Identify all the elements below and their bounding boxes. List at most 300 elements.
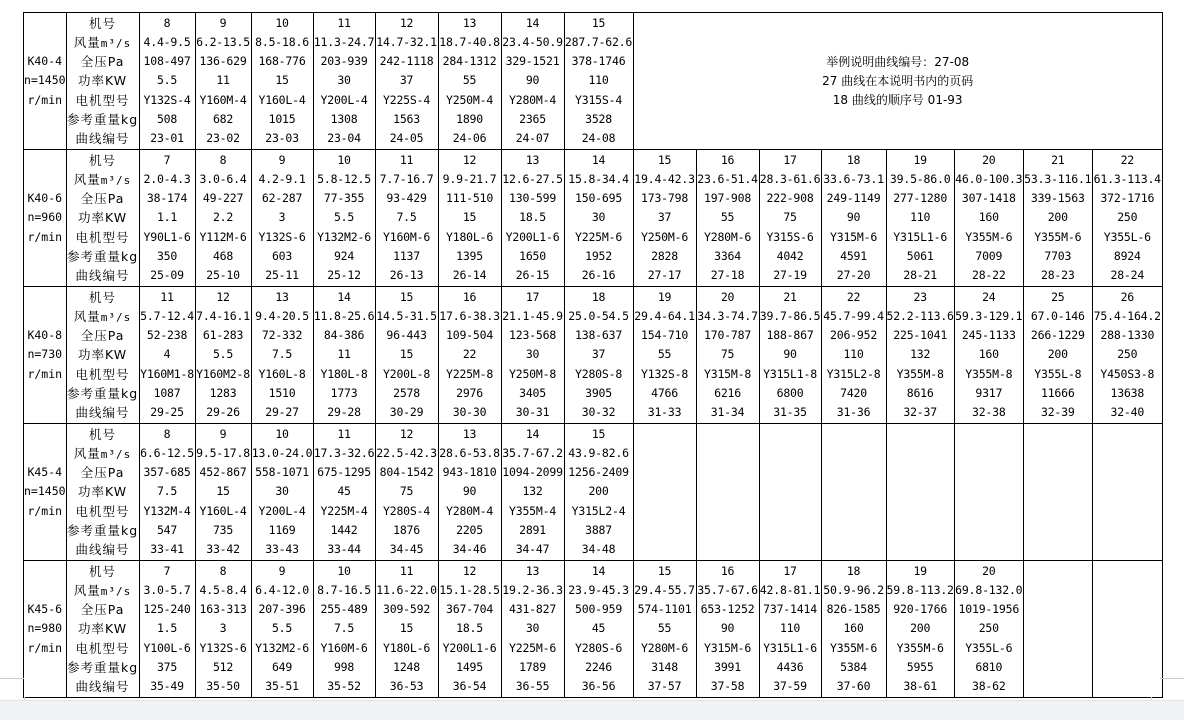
cell-power: 7.5 xyxy=(333,621,355,636)
model-model: K45-6 xyxy=(27,601,63,616)
cell-pressure: 339-1563 xyxy=(1030,191,1085,206)
cell-motor: Y355M-6 xyxy=(1034,229,1082,244)
cell-curve: 34-48 xyxy=(581,541,616,556)
cell-curve: 35-51 xyxy=(265,678,299,693)
cell-no: 17 xyxy=(783,564,797,579)
cell-curve: 32-37 xyxy=(903,404,937,419)
row-label: 参考重量kg xyxy=(66,385,139,401)
cell-motor: Y132S-6 xyxy=(258,229,306,244)
fan-column xyxy=(759,150,821,287)
fan-column xyxy=(251,150,313,287)
cell-weight: 603 xyxy=(271,248,293,263)
cell-curve: 35-52 xyxy=(327,678,361,693)
cell-no: 8 xyxy=(219,153,227,168)
model-speed: n=1450 xyxy=(24,73,66,88)
cell-weight: 1773 xyxy=(330,385,358,400)
cell-motor: Y355L-8 xyxy=(1034,366,1082,381)
cell-motor: Y315L1-6 xyxy=(763,640,817,655)
cell-flow: 28.6-53.8 xyxy=(439,446,500,461)
cell-weight: 1890 xyxy=(456,111,483,126)
cell-no: 23 xyxy=(913,290,927,305)
cell-pressure: 558-1071 xyxy=(255,465,309,480)
cell-power: 55 xyxy=(720,210,735,225)
fan-column xyxy=(195,561,251,698)
cell-power: 1.5 xyxy=(156,621,178,636)
cell-no: 9 xyxy=(219,427,227,442)
fan-column xyxy=(375,561,438,698)
fan-column xyxy=(1023,287,1092,424)
row-label: 全压Pa xyxy=(80,191,125,207)
cell-weight: 7009 xyxy=(975,248,1003,263)
row-label-cell xyxy=(66,150,139,287)
cell-weight: 508 xyxy=(156,111,178,126)
cell-flow: 50.9-96.2 xyxy=(823,583,884,598)
fan-column xyxy=(886,150,954,287)
cell-curve: 33-42 xyxy=(206,541,240,556)
cell-no: 9 xyxy=(219,16,227,31)
cell-flow: 52.2-113.6 xyxy=(886,309,954,324)
fan-column xyxy=(251,287,313,424)
cell-no: 19 xyxy=(913,564,927,579)
cell-power: 15 xyxy=(462,210,477,225)
fan-column xyxy=(821,287,886,424)
cell-motor: Y160L-4 xyxy=(258,92,306,107)
cell-power: 5.5 xyxy=(156,73,178,88)
empty-column xyxy=(1023,561,1092,698)
cell-curve: 32-40 xyxy=(1110,404,1145,419)
cell-pressure: 96-443 xyxy=(386,328,427,343)
empty-column xyxy=(633,424,696,561)
cell-pressure: 38-174 xyxy=(146,191,188,206)
model-speed: n=1450 xyxy=(24,484,66,499)
cell-flow: 35.7-67.6 xyxy=(697,583,758,598)
cell-weight: 3905 xyxy=(585,385,612,400)
airflow-unit: m³/s xyxy=(100,585,132,599)
cell-no: 13 xyxy=(525,564,540,579)
cell-weight: 4042 xyxy=(776,248,804,263)
cell-power: 200 xyxy=(910,621,931,636)
cell-weight: 3528 xyxy=(585,111,612,126)
page-margin-guide xyxy=(0,678,24,679)
cell-curve: 30-32 xyxy=(581,404,616,419)
cell-no: 14 xyxy=(525,427,540,442)
cell-curve: 34-45 xyxy=(389,541,424,556)
cell-power: 160 xyxy=(978,210,999,225)
row-label: 功率KW xyxy=(77,210,128,226)
cell-power: 11 xyxy=(337,347,351,362)
cell-no: 18 xyxy=(846,564,861,579)
cell-flow: 46.0-100.3 xyxy=(955,172,1023,187)
cell-pressure: 207-396 xyxy=(258,602,306,617)
cell-motor: Y355L-6 xyxy=(1103,229,1151,244)
cell-no: 15 xyxy=(399,290,414,305)
cell-weight: 7420 xyxy=(840,385,867,400)
cell-motor: Y315L2-4 xyxy=(571,503,626,518)
cell-no: 17 xyxy=(783,153,797,168)
cell-pressure: 150-695 xyxy=(575,191,623,206)
cell-curve: 24-07 xyxy=(515,130,550,145)
model-model: K40-6 xyxy=(27,190,63,205)
cell-motor: Y132S-8 xyxy=(641,366,689,381)
cell-weight: 1283 xyxy=(209,385,237,400)
fan-column xyxy=(696,287,759,424)
model-unit: r/min xyxy=(27,92,63,107)
cell-flow: 11.6-22.0 xyxy=(376,583,437,598)
cell-motor: Y280S-4 xyxy=(383,503,431,518)
cell-curve: 27-19 xyxy=(773,267,807,282)
cell-power: 160 xyxy=(843,621,864,636)
cell-motor: Y225M-6 xyxy=(509,640,557,655)
fan-column xyxy=(501,561,564,698)
cell-flow: 4.2-9.1 xyxy=(258,172,306,187)
cell-motor: Y355M-6 xyxy=(830,640,878,655)
fan-column xyxy=(633,150,696,287)
cell-power: 200 xyxy=(1047,347,1068,362)
fan-column xyxy=(886,287,954,424)
cell-flow: 29.4-64.1 xyxy=(634,309,695,324)
cell-weight: 8924 xyxy=(1113,248,1141,263)
cell-pressure: 61-283 xyxy=(202,328,244,343)
cell-no: 19 xyxy=(913,153,927,168)
empty-column xyxy=(1092,424,1162,561)
cell-no: 13 xyxy=(275,290,289,305)
cell-no: 20 xyxy=(982,564,996,579)
row-label: 曲线编号 xyxy=(75,541,130,557)
cell-flow: 19.2-36.3 xyxy=(502,583,563,598)
cell-weight: 3364 xyxy=(714,248,741,263)
model-cell xyxy=(24,424,67,561)
cell-pressure: 378-1746 xyxy=(571,54,626,69)
fan-column xyxy=(1092,287,1162,424)
row-label: 功率KW xyxy=(77,621,128,637)
cell-curve: 30-29 xyxy=(389,404,424,419)
cell-flow: 4.4-9.5 xyxy=(143,35,191,50)
cell-pressure: 284-1312 xyxy=(442,54,497,69)
cell-weight: 1563 xyxy=(393,111,420,126)
cell-pressure: 125-240 xyxy=(143,602,191,617)
cell-flow: 25.0-54.5 xyxy=(568,309,629,324)
row-label: 电机型号 xyxy=(75,92,130,108)
cell-flow: 6.2-13.5 xyxy=(196,35,250,50)
fan-column xyxy=(139,13,195,150)
fan-column xyxy=(564,561,633,698)
cell-no: 14 xyxy=(337,290,351,305)
empty-column xyxy=(1092,561,1162,698)
cell-pressure: 1256-2409 xyxy=(568,465,629,480)
cell-no: 16 xyxy=(720,153,735,168)
cell-curve: 34-46 xyxy=(452,541,487,556)
cell-weight: 3887 xyxy=(585,522,612,537)
row-label: 机号 xyxy=(89,290,117,306)
cell-curve: 35-49 xyxy=(150,678,184,693)
airflow-unit: m³/s xyxy=(100,311,132,325)
cell-curve: 26-16 xyxy=(581,267,616,282)
model-speed: n=960 xyxy=(27,210,63,225)
row-label: 全压Pa xyxy=(80,328,125,344)
cell-pressure: 49-227 xyxy=(202,191,244,206)
cell-pressure: 826-1585 xyxy=(826,602,881,617)
cell-weight: 3405 xyxy=(519,385,546,400)
cell-flow: 7.4-16.1 xyxy=(196,309,250,324)
cell-flow: 9.5-17.8 xyxy=(196,446,250,461)
cell-no: 18 xyxy=(591,290,606,305)
row-label-cell xyxy=(66,287,139,424)
cell-pressure: 188-867 xyxy=(766,328,814,343)
fan-column xyxy=(438,150,501,287)
cell-motor: Y250M-4 xyxy=(446,92,494,107)
cell-no: 14 xyxy=(525,16,540,31)
cell-power: 30 xyxy=(525,347,540,362)
cell-motor: Y315S-6 xyxy=(766,229,814,244)
cell-curve: 38-61 xyxy=(903,678,937,693)
cell-no: 13 xyxy=(525,153,540,168)
cell-curve: 27-20 xyxy=(836,267,871,282)
cell-weight: 2976 xyxy=(456,385,483,400)
row-label: 电机型号 xyxy=(75,503,130,519)
cell-pressure: 249-1149 xyxy=(826,191,881,206)
cell-pressure: 111-510 xyxy=(446,191,494,206)
cell-power: 250 xyxy=(1117,347,1138,362)
cell-flow: 67.0-146 xyxy=(1030,309,1085,324)
cell-curve: 27-17 xyxy=(647,267,682,282)
cell-pressure: 206-952 xyxy=(830,328,878,343)
empty-column xyxy=(759,424,821,561)
cell-weight: 1248 xyxy=(393,659,420,674)
cell-motor: Y200L-4 xyxy=(320,92,368,107)
fan-column xyxy=(501,287,564,424)
cell-weight: 2205 xyxy=(456,522,483,537)
cell-power: 30 xyxy=(337,73,351,88)
cell-power: 55 xyxy=(657,347,672,362)
cell-weight: 2578 xyxy=(393,385,420,400)
cell-no: 15 xyxy=(591,427,606,442)
row-label-cell xyxy=(66,13,139,150)
row-label: 参考重量kg xyxy=(66,248,139,264)
cell-power: 250 xyxy=(1117,210,1138,225)
cell-motor: Y132M2-6 xyxy=(317,229,371,244)
cell-pressure: 108-497 xyxy=(143,54,191,69)
cell-no: 8 xyxy=(163,16,171,31)
cell-power: 55 xyxy=(657,621,672,636)
fan-column xyxy=(139,150,195,287)
cell-weight: 1495 xyxy=(456,659,483,674)
cell-curve: 31-36 xyxy=(836,404,871,419)
cell-curve: 23-04 xyxy=(327,130,361,145)
cell-no: 11 xyxy=(337,427,351,442)
cell-no: 22 xyxy=(846,290,861,305)
cell-flow: 7.7-16.7 xyxy=(379,172,434,187)
empty-column xyxy=(821,424,886,561)
cell-flow: 61.3-113.4 xyxy=(1093,172,1161,187)
cell-weight: 2246 xyxy=(585,659,612,674)
cell-flow: 17.6-38.3 xyxy=(439,309,500,324)
cell-power: 15 xyxy=(275,73,289,88)
fan-column xyxy=(1092,150,1162,287)
row-label: 风量m³/s xyxy=(73,446,132,462)
row-label: 曲线编号 xyxy=(75,404,130,420)
cell-power: 15 xyxy=(399,347,414,362)
cell-weight: 6800 xyxy=(776,385,804,400)
cell-weight: 735 xyxy=(212,522,234,537)
cell-power: 2.2 xyxy=(212,210,234,225)
cell-no: 12 xyxy=(399,427,414,442)
fan-column xyxy=(696,150,759,287)
cell-pressure: 84-386 xyxy=(323,328,365,343)
model-model: K40-8 xyxy=(27,327,63,342)
cell-weight: 6810 xyxy=(975,659,1003,674)
spec-sheet xyxy=(23,12,1163,698)
cell-curve: 28-21 xyxy=(903,267,937,282)
cell-pressure: 197-908 xyxy=(704,191,752,206)
cell-motor: Y280S-6 xyxy=(575,640,623,655)
cell-curve: 25-10 xyxy=(206,267,240,282)
cell-motor: Y355L-6 xyxy=(965,640,1013,655)
cell-motor: Y132S-4 xyxy=(143,92,191,107)
cell-no: 10 xyxy=(275,16,289,31)
cell-flow: 6.4-12.0 xyxy=(255,583,309,598)
cell-flow: 15.1-28.5 xyxy=(439,583,500,598)
cell-motor: Y160M-4 xyxy=(199,92,247,107)
cell-motor: Y355M-6 xyxy=(896,640,944,655)
fan-column xyxy=(501,13,564,150)
cell-motor: Y355M-8 xyxy=(896,366,944,381)
cell-pressure: 222-908 xyxy=(766,191,814,206)
cell-curve: 25-11 xyxy=(265,267,299,282)
cell-power: 15 xyxy=(216,484,230,499)
cell-pressure: 920-1766 xyxy=(893,602,948,617)
model-speed: n=730 xyxy=(27,347,63,362)
cell-weight: 13638 xyxy=(1110,385,1145,400)
cell-power: 45 xyxy=(591,621,606,636)
cell-pressure: 163-313 xyxy=(199,602,247,617)
cell-pressure: 168-776 xyxy=(258,54,306,69)
cell-curve: 32-38 xyxy=(971,404,1006,419)
row-label-cell xyxy=(66,561,139,698)
cell-pressure: 173-798 xyxy=(641,191,689,206)
cell-power: 1.1 xyxy=(156,210,178,225)
fan-column xyxy=(251,561,313,698)
row-label: 风量m³/s xyxy=(73,35,132,51)
cell-no: 8 xyxy=(163,427,171,442)
cell-motor: Y160M1-8 xyxy=(140,366,194,381)
cell-no: 24 xyxy=(982,290,996,305)
cell-pressure: 372-1716 xyxy=(1100,191,1155,206)
cell-weight: 1789 xyxy=(519,659,546,674)
fan-column xyxy=(501,150,564,287)
legend-note-line1: 举例说明曲线编号：27-08 xyxy=(826,54,970,69)
cell-flow: 17.3-32.6 xyxy=(313,446,375,461)
cell-motor: Y315M-6 xyxy=(704,640,752,655)
cell-power: 200 xyxy=(588,484,609,499)
cell-no: 15 xyxy=(657,564,672,579)
cell-motor: Y280M-6 xyxy=(704,229,752,244)
row-label: 风量m³/s xyxy=(73,172,132,188)
row-label: 功率KW xyxy=(77,484,128,500)
fan-column xyxy=(633,561,696,698)
cell-weight: 1650 xyxy=(519,248,546,263)
cell-pressure: 245-1133 xyxy=(961,328,1016,343)
cell-flow: 69.8-132.0 xyxy=(955,583,1023,598)
legend-note-line3: 18 曲线的顺序号 01-93 xyxy=(832,92,963,107)
cell-pressure: 130-599 xyxy=(509,191,557,206)
cell-power: 5.5 xyxy=(271,621,293,636)
cell-pressure: 357-685 xyxy=(143,465,191,480)
cell-motor: Y315L1-8 xyxy=(763,366,817,381)
fan-column xyxy=(564,13,633,150)
cell-weight: 682 xyxy=(212,111,234,126)
cell-flow: 59.8-113.2 xyxy=(886,583,954,598)
cell-motor: Y160M-6 xyxy=(383,229,431,244)
cell-power: 11 xyxy=(216,73,230,88)
cell-weight: 1169 xyxy=(268,522,296,537)
cell-weight: 2891 xyxy=(519,522,546,537)
row-label: 电机型号 xyxy=(75,640,130,656)
cell-curve: 24-08 xyxy=(581,130,616,145)
fan-column xyxy=(195,287,251,424)
cell-no: 20 xyxy=(720,290,735,305)
cell-pressure: 804-1542 xyxy=(379,465,434,480)
fan-column xyxy=(438,287,501,424)
model-unit: r/min xyxy=(27,366,63,381)
cell-power: 90 xyxy=(462,484,477,499)
cell-pressure: 136-629 xyxy=(199,54,247,69)
row-label: 电机型号 xyxy=(75,229,130,245)
cell-no: 8 xyxy=(219,564,227,579)
cell-flow: 29.4-55.7 xyxy=(634,583,695,598)
fan-column xyxy=(195,424,251,561)
cell-flow: 22.5-42.3 xyxy=(376,446,437,461)
cell-pressure: 277-1280 xyxy=(893,191,948,206)
row-label: 机号 xyxy=(89,153,117,169)
fan-column xyxy=(139,561,195,698)
fan-column xyxy=(759,287,821,424)
fan-column xyxy=(313,13,375,150)
cell-pressure: 154-710 xyxy=(641,328,689,343)
cell-weight: 4591 xyxy=(840,248,867,263)
cell-no: 13 xyxy=(462,16,477,31)
cell-flow: 42.8-81.1 xyxy=(759,583,821,598)
cell-weight: 4766 xyxy=(651,385,678,400)
cell-weight: 1087 xyxy=(153,385,181,400)
cell-flow: 14.7-32.1 xyxy=(376,35,437,50)
cell-no: 9 xyxy=(278,153,286,168)
cell-weight: 3991 xyxy=(714,659,741,674)
cell-curve: 29-27 xyxy=(265,404,299,419)
cell-weight: 9317 xyxy=(975,385,1003,400)
fan-group-k40-4 xyxy=(24,13,1163,150)
cell-curve: 29-28 xyxy=(327,404,361,419)
cell-flow: 53.3-116.1 xyxy=(1024,172,1092,187)
cell-pressure: 309-592 xyxy=(383,602,431,617)
cell-pressure: 77-355 xyxy=(323,191,365,206)
fan-column xyxy=(313,424,375,561)
cell-flow: 18.7-40.8 xyxy=(439,35,500,50)
cell-pressure: 170-787 xyxy=(704,328,752,343)
cell-flow: 14.5-31.5 xyxy=(376,309,437,324)
model-cell xyxy=(24,287,67,424)
cell-power: 250 xyxy=(978,621,999,636)
cell-flow: 21.1-45.9 xyxy=(502,309,563,324)
cell-curve: 23-01 xyxy=(150,130,184,145)
cell-flow: 23.6-51.4 xyxy=(697,172,758,187)
cell-no: 21 xyxy=(1051,153,1065,168)
fan-column xyxy=(438,13,501,150)
cell-no: 11 xyxy=(399,564,414,579)
page-margin-guide xyxy=(1160,678,1184,679)
cell-flow: 6.6-12.5 xyxy=(140,446,194,461)
cell-flow: 45.7-99.4 xyxy=(823,309,884,324)
cell-power: 90 xyxy=(846,210,861,225)
